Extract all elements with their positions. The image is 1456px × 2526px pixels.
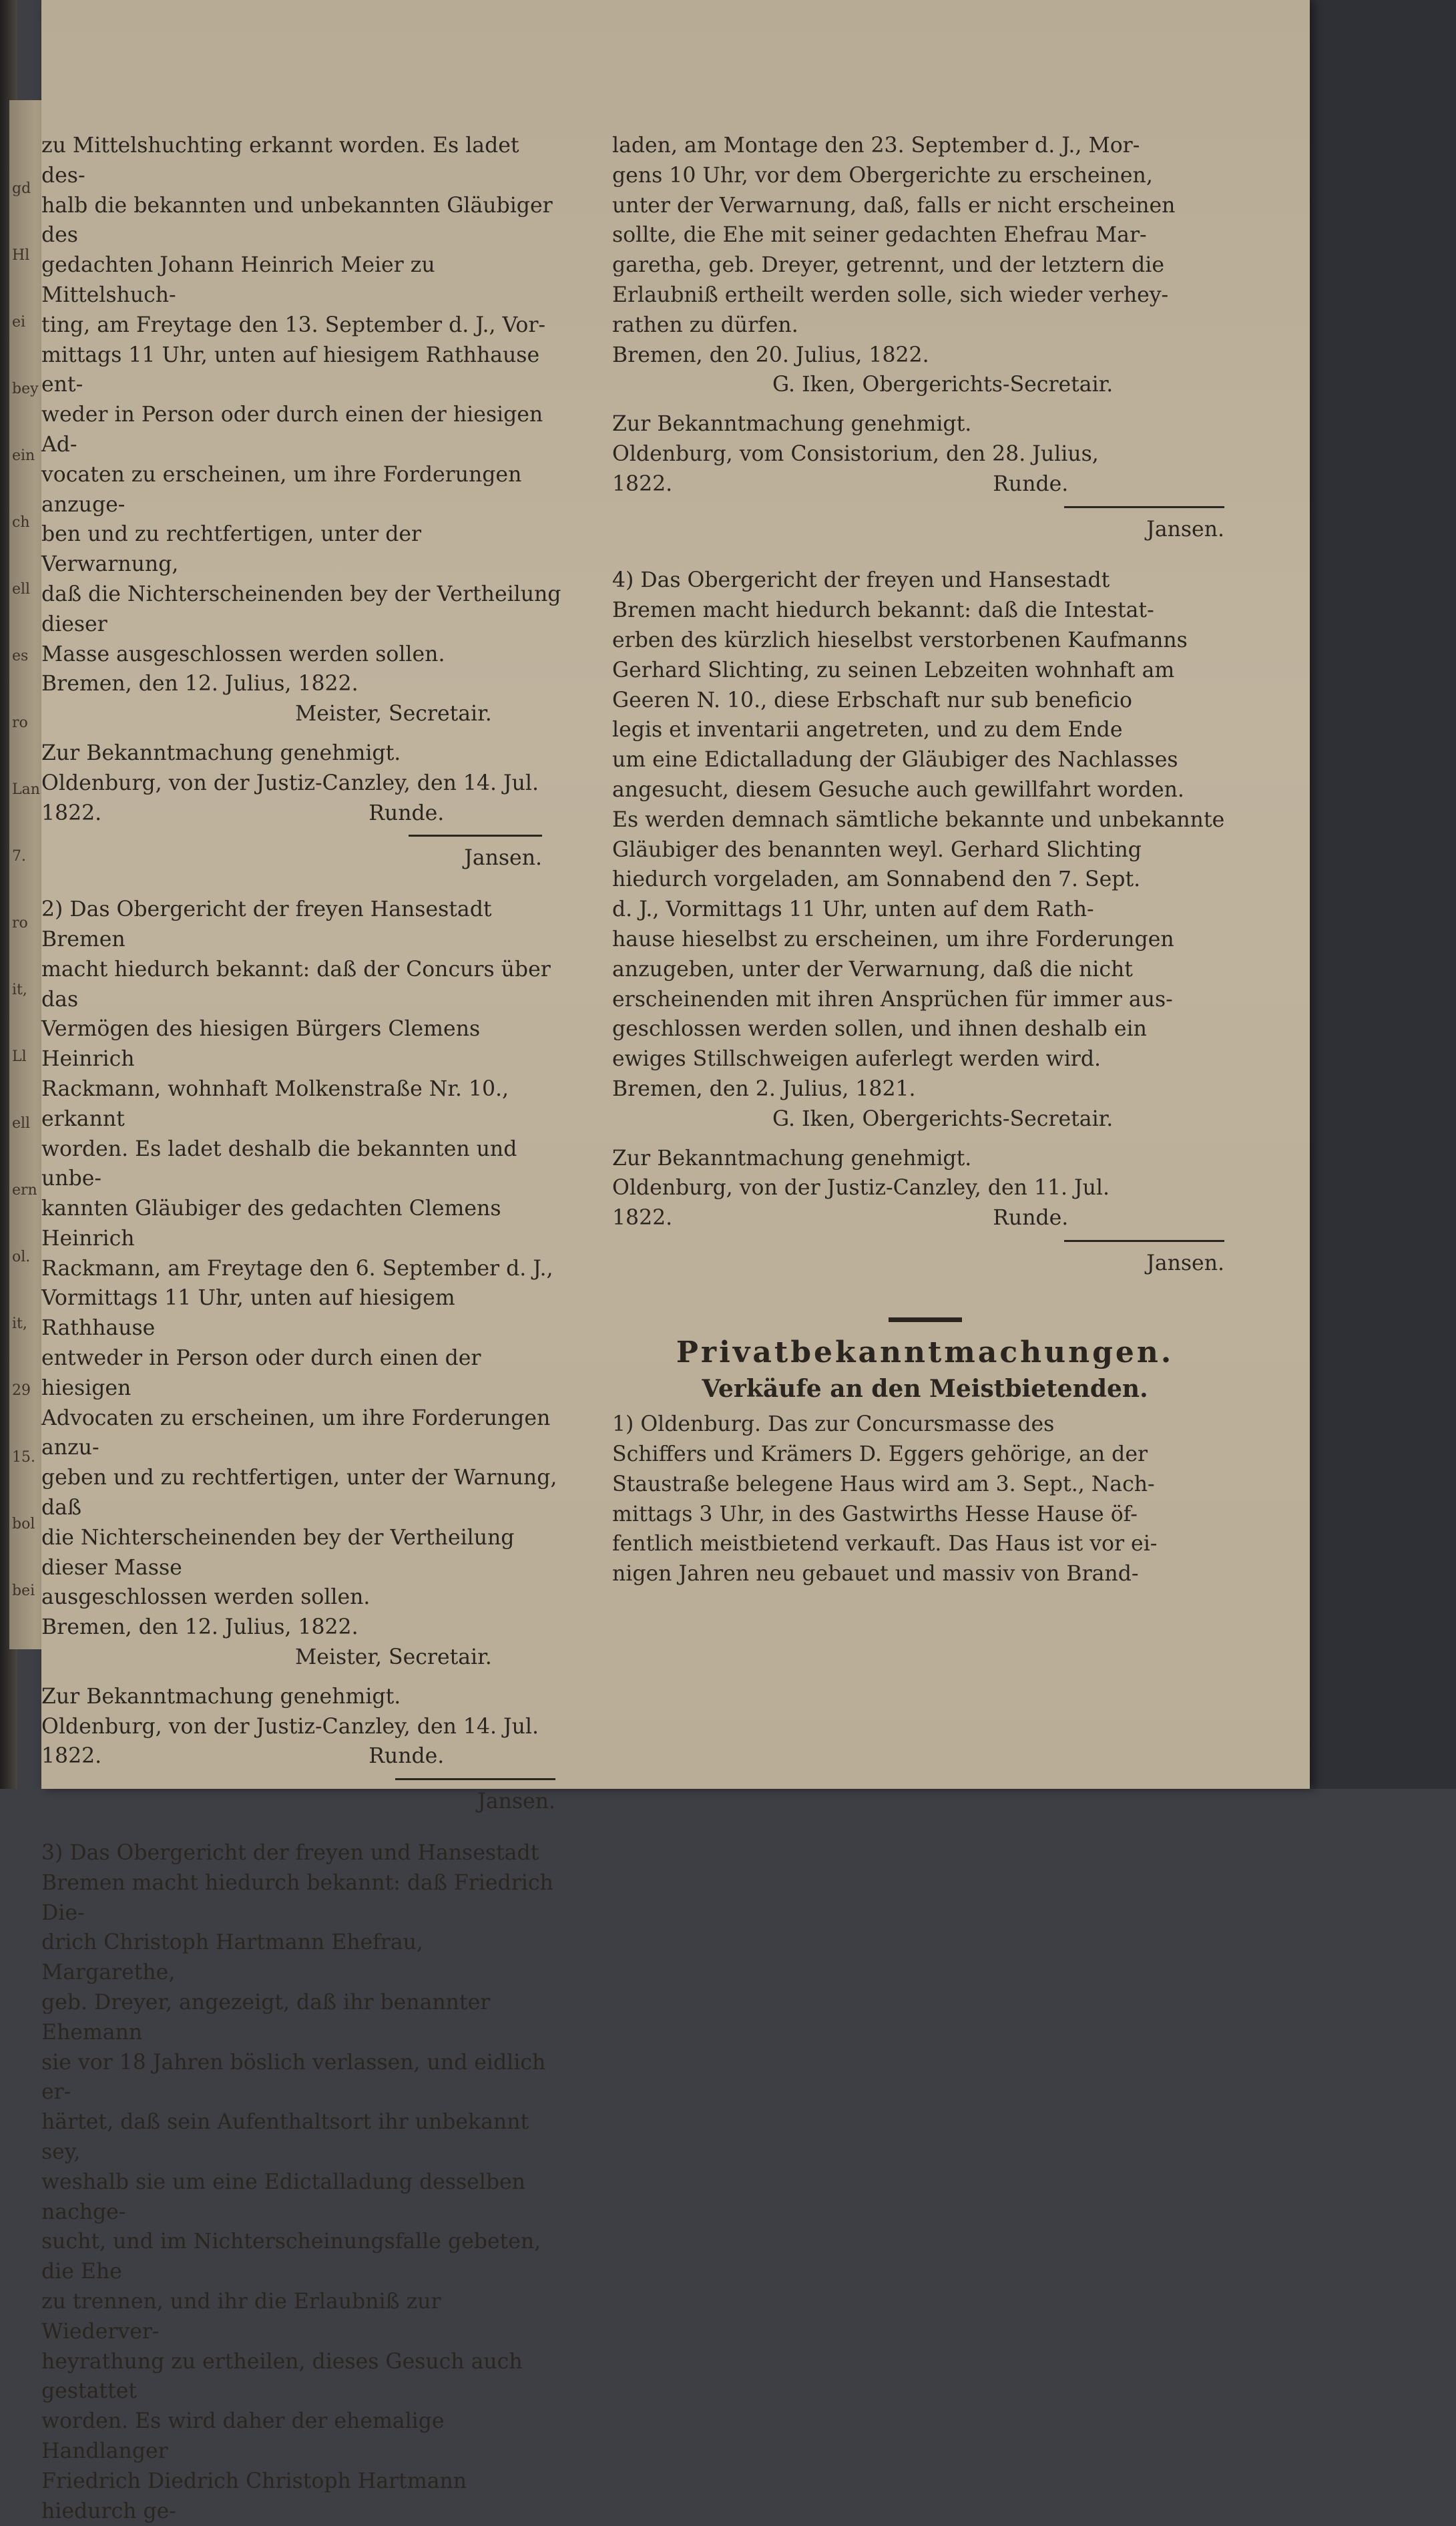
text-line: 4) Das Obergericht der freyen und Hansestadt xyxy=(612,568,1110,593)
notice-4-text xyxy=(612,566,1238,1074)
notice-2-approved: Zur Bekanntmachung genehmigt. xyxy=(41,1684,401,1709)
private-announcements-heading: Privatbekanntmachungen. xyxy=(676,1335,1174,1370)
text-line: garetha, geb. Dreyer, getrennt, und der letztern die xyxy=(612,253,1164,278)
text-line: kannten Gläubiger des gedachten Clemens Heinrich xyxy=(41,1197,508,1251)
text-line: hause hieselbst zu erscheinen, um ihre Forderungen xyxy=(612,927,1174,952)
divider-rule xyxy=(1064,1240,1224,1242)
margin-fragment: es xyxy=(12,648,29,664)
text-line: Rackmann, am Freytage den 6. September d. J., xyxy=(41,1256,553,1281)
text-line: geb. Dreyer, angezeigt, daß ihr benannter Ehemann xyxy=(41,1990,497,2045)
text-line: ausgeschlossen werden sollen. xyxy=(41,1585,371,1610)
margin-fragment: bol xyxy=(12,1516,35,1532)
sales-heading: Verkäufe an den Meistbietenden. xyxy=(702,1375,1148,1404)
notice-2-year-runde: 1822. Runde. xyxy=(41,1744,445,1769)
text-line: ewiges Stillschweigen auferlegt werden wird. xyxy=(612,1047,1102,1072)
text-line: 3) Das Obergericht der freyen und Hansestadt xyxy=(41,1841,539,1866)
notice-4-place-date: Bremen, den 2. Julius, 1821. xyxy=(612,1076,916,1101)
margin-fragment: ch xyxy=(12,514,30,531)
text-line: Rackmann, wohnhaft Molkenstraße Nr. 10., erkannt xyxy=(41,1076,516,1131)
margin-fragment: ell xyxy=(12,1115,31,1132)
text-line: fentlich meistbietend verkauft. Das Haus ist vor ei- xyxy=(612,1532,1158,1556)
text-line: erben des kürzlich hieselbst verstorbenen Kaufmanns xyxy=(612,628,1188,652)
text-line: heyrathung zu ertheilen, dieses Gesuch auch gestattet xyxy=(41,2349,529,2404)
right-column xyxy=(612,131,1238,1589)
left-column xyxy=(41,131,568,2526)
notice-3-signature: G. Iken, Obergerichts-Secretair. xyxy=(772,373,1114,397)
margin-fragment: gd xyxy=(12,180,31,197)
text-line: halb die bekannten und unbekannten Gläubiger des xyxy=(41,193,559,248)
text-line: ben und zu rechtfertigen, unter der Verwarnung, xyxy=(41,522,429,577)
text-line: Friedrich Diedrich Christoph Hartmann hiedurch ge- xyxy=(41,2469,474,2523)
notice-3-authority: Oldenburg, vom Consistorium, den 28. Julius, xyxy=(612,441,1099,466)
text-line: geben und zu rechtfertigen, unter der Warnung, daß xyxy=(41,1466,564,1520)
text-line: worden. Es ladet deshalb die bekannten und unbe- xyxy=(41,1136,524,1191)
margin-fragment: it, xyxy=(12,982,27,998)
margin-fragment: it, xyxy=(12,1315,27,1332)
document-page xyxy=(41,0,1310,2523)
text-line: nigen Jahren neu gebauet und massiv von Brand- xyxy=(612,1562,1139,1587)
notice-3-place-date: Bremen, den 20. Julius, 1822. xyxy=(612,343,929,367)
text-line: d. J., Vormittags 11 Uhr, unten auf dem Rath- xyxy=(612,897,1094,922)
notice-2-text xyxy=(41,895,562,1613)
margin-fragment: Lan xyxy=(12,781,40,798)
text-line: zu trennen, und ihr die Erlaubniß zur Wiederver- xyxy=(41,2289,448,2344)
notice-1-year-runde: 1822. Runde. xyxy=(41,801,445,825)
notice-4-approved: Zur Bekanntmachung genehmigt. xyxy=(612,1146,972,1171)
text-line: geschlossen werden sollen, und ihnen deshalb ein xyxy=(612,1017,1147,1042)
text-line: erscheinenden mit ihren Ansprüchen für immer aus- xyxy=(612,987,1173,1012)
notice-3-jansen: Jansen. xyxy=(1146,517,1224,542)
text-line: Gerhard Slichting, zu seinen Lebzeiten wohnhaft am xyxy=(612,658,1175,682)
margin-fragment: Ll xyxy=(12,1048,27,1065)
margin-fragment: bei xyxy=(12,1583,35,1599)
text-line: daß die Nichterscheinenden bey der Vertheilung dieser xyxy=(41,582,568,636)
text-line: härtet, daß sein Aufenthaltsort ihr unbekannt sey, xyxy=(41,2110,536,2164)
text-line: Vormittags 11 Uhr, unten auf hiesigem Rathhause xyxy=(41,1286,462,1341)
margin-fragment: Hl xyxy=(12,247,30,264)
text-line: anzugeben, unter der Verwarnung, daß die nicht xyxy=(612,957,1133,982)
notice-2-signature: Meister, Secretair. xyxy=(295,1645,492,1670)
text-line: sollte, die Ehe mit seiner gedachten Ehefrau Mar- xyxy=(612,223,1147,248)
text-line: Schiffers und Krämers D. Eggers gehörige, an der xyxy=(612,1442,1148,1467)
section-dash xyxy=(889,1317,962,1322)
text-line: weder in Person oder durch einen der hiesigen Ad- xyxy=(41,403,550,457)
notice-2-jansen: Jansen. xyxy=(477,1790,555,1814)
text-line: sie vor 18 Jahren böslich verlassen, und eidlich er- xyxy=(41,2050,553,2105)
text-line: worden. Es wird daher der ehemalige Handlanger xyxy=(41,2409,451,2463)
notice-3-year-runde: 1822. Runde. xyxy=(612,471,1069,496)
text-line: angesucht, diesem Gesuche auch gewillfahrt worden. xyxy=(612,777,1184,802)
text-line: unter der Verwarnung, daß, falls er nicht erscheinen xyxy=(612,193,1176,218)
text-line: Geeren N. 10., diese Erbschaft nur sub beneficio xyxy=(612,688,1132,712)
text-line: legis et inventarii angetreten, und zu dem Ende xyxy=(612,718,1123,743)
text-line: ting, am Freytage den 13. September d. J., Vor- xyxy=(41,312,546,337)
notice-1-approved: Zur Bekanntmachung genehmigt. xyxy=(41,741,401,765)
text-line: 2) Das Obergericht der freyen Hansestadt Bremen xyxy=(41,897,499,952)
sale-1-text xyxy=(612,1410,1238,1589)
text-line: gens 10 Uhr, vor dem Obergerichte zu erscheinen, xyxy=(612,163,1153,188)
divider-rule xyxy=(409,835,542,837)
margin-fragment: ol. xyxy=(12,1249,31,1265)
text-line: sucht, und im Nichterscheinungsfalle gebeten, die Ehe xyxy=(41,2230,548,2284)
notice-2-authority: Oldenburg, von der Justiz-Canzley, den 14. Jul. xyxy=(41,1714,539,1739)
text-line: die Nichterscheinenden bey der Vertheilung dieser Masse xyxy=(41,1525,521,1580)
text-line: macht hiedurch bekannt: daß der Concurs über das xyxy=(41,957,557,1012)
divider-rule xyxy=(1064,506,1224,508)
notice-1-signature: Meister, Secretair. xyxy=(295,702,492,726)
margin-fragment: ei xyxy=(12,314,26,331)
text-line: Masse ausgeschlossen werden sollen. xyxy=(41,642,445,666)
notice-4-jansen: Jansen. xyxy=(1146,1251,1224,1275)
text-line: Bremen macht hiedurch bekannt: daß die Intestat- xyxy=(612,598,1154,623)
margin-fragment: ell xyxy=(12,581,31,598)
notice-1-jansen: Jansen. xyxy=(464,846,542,871)
notice-1-place-date: Bremen, den 12. Julius, 1822. xyxy=(41,672,358,696)
text-line: Erlaubniß ertheilt werden solle, sich wieder verhey- xyxy=(612,282,1169,307)
margin-fragment: ern xyxy=(12,1182,37,1199)
text-line: Staustraße belegene Haus wird am 3. Sept., Nach- xyxy=(612,1472,1155,1496)
text-line: laden, am Montage den 23. September d. J., Mor- xyxy=(612,134,1140,158)
notice-3-continued-text xyxy=(612,131,1238,341)
text-line: Advocaten zu erscheinen, um ihre Forderungen anzu- xyxy=(41,1406,557,1460)
text-line: weshalb sie um eine Edictalladung desselben nachge- xyxy=(41,2169,532,2224)
notice-4-authority: Oldenburg, von der Justiz-Canzley, den 11. Jul. xyxy=(612,1176,1110,1201)
text-line: vocaten zu erscheinen, um ihre Forderungen anzuge- xyxy=(41,462,529,517)
notice-1-authority: Oldenburg, von der Justiz-Canzley, den 14. Jul. xyxy=(41,771,539,795)
margin-fragment: 29 xyxy=(12,1382,31,1399)
text-line: gedachten Johann Heinrich Meier zu Mittelshuch- xyxy=(41,253,442,307)
text-line: um eine Edictalladung der Gläubiger des Nachlasses xyxy=(612,748,1178,773)
text-line: rathen zu dürfen. xyxy=(612,312,798,337)
margin-fragment: 15. xyxy=(12,1449,35,1466)
text-line: Gläubiger des benannten weyl. Gerhard Slichting xyxy=(612,837,1142,862)
margin-fragment: ein xyxy=(12,447,35,464)
text-line: Vermögen des hiesigen Bürgers Clemens Heinrich xyxy=(41,1017,487,1072)
margin-fragment: 7. xyxy=(12,848,26,865)
text-line: Es werden demnach sämtliche bekannte und unbekannte xyxy=(612,807,1225,832)
margin-fragment: ro xyxy=(12,915,28,931)
text-line: hiedurch vorgeladen, am Sonnabend den 7. Sept. xyxy=(612,867,1141,892)
text-line: mittags 11 Uhr, unten auf hiesigem Rathhause ent- xyxy=(41,343,547,397)
notice-1-text xyxy=(41,131,568,669)
text-line: 1) Oldenburg. Das zur Concursmasse des xyxy=(612,1412,1055,1437)
notice-3-approved: Zur Bekanntmachung genehmigt. xyxy=(612,412,972,437)
text-line: entweder in Person oder durch einen der hiesigen xyxy=(41,1346,488,1400)
divider-rule xyxy=(395,1778,555,1780)
notice-4-signature: G. Iken, Obergerichts-Secretair. xyxy=(772,1106,1114,1131)
notice-2-place-date: Bremen, den 12. Julius, 1822. xyxy=(41,1615,358,1640)
margin-fragment: ro xyxy=(12,714,28,731)
margin-fragment: bey xyxy=(12,381,39,397)
scan-background xyxy=(1310,0,1456,1789)
text-line: Bremen macht hiedurch bekannt: daß Friedrich Die- xyxy=(41,1870,560,1925)
text-line: mittags 3 Uhr, in des Gastwirths Hesse Hause öf- xyxy=(612,1502,1138,1526)
notice-4-year-runde: 1822. Runde. xyxy=(612,1206,1069,1231)
notice-3-text xyxy=(41,1838,562,2526)
text-line: zu Mittelshuchting erkannt worden. Es ladet des- xyxy=(41,134,526,188)
text-line: drich Christoph Hartmann Ehefrau, Margarethe, xyxy=(41,1930,430,1985)
